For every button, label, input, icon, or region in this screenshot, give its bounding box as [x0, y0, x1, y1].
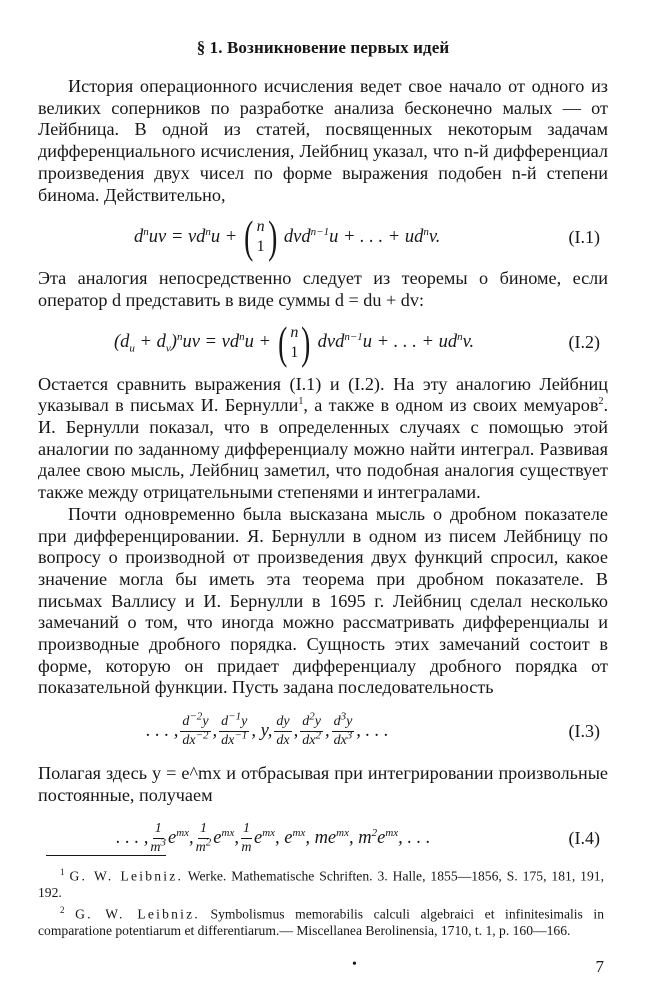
equation-4: . . . , $\frac{1}{m^3}$ $e^{mx}$, $\frac{1}{m^2}$ $e^{mx}$, $\frac{1}{m}$ $e^{mx}$, $e^{mx}$, $me^{mx}$, $m^2e^{mx}$, . . . (I.4) — [116, 821, 600, 856]
page-number: 7 — [595, 957, 604, 976]
equation-1-number: (I.1) — [568, 226, 600, 247]
footnote-separator — [46, 855, 166, 856]
equation-3: . . . , $\frac{d^{-2}y}{dx^{-2}}$ , $\frac{d^{-1}y}{dx^{-1}}$ , y, $\frac{dy}{dx}$ , $\frac{d^2y}{dx^2}$ , $\frac{d^3y}{dx^3}$ , . . . (I.3) — [146, 710, 600, 748]
footnotes — [38, 864, 604, 939]
paragraph-2: Эта аналогия непосредственно следует из теоремы о биноме, если оператор d представить в виде суммы d = du + dv: — [38, 268, 608, 310]
paragraph-3: Остается сравнить выражения (I.1) и (I.2). На эту аналогию Лейбниц указывал в письмах И. Бернулли$^1$, а также в одном из своих мемуаров$^2$. И. Бернулли показал, что в определенных случаях с помощью этой аналогии по заданному дифференциалу можно найти интеграл. Развивая далее свою мысль, Лейбниц заметил, что подобная аналогия существует также между отрицательными степенями и интегралами. — [38, 373, 608, 503]
footnote-1: $^1$ G. W. Leibniz. Werke. Mathematische Schriften. 3. Halle, 1855—1856, S. 175, 181, 191, 192. — [38, 867, 604, 901]
print-mark: • — [352, 957, 357, 972]
equation-3-number: (I.3) — [568, 720, 600, 741]
section-heading: § 1. Возникновение первых идей — [196, 38, 450, 57]
paragraph-4: Почти одновременно была высказана мысль о дробном показателе при дифференцировании. Я. Бернулли в одном из писем Лейбницу по вопросу о производной от произведения двух функций спросил, какое значение могла бы иметь эта теорема при дробном показателе. В письмах Валлису и И. Бернулли в 1695 г. Лейбниц сделал несколько замечаний о том, что иногда можно рассматривать дифференциалы и производные дробного порядка. Сущность этих замечаний состоит в форме, которую он придает дифференциалу дробного порядка от показательной функции. Пусть задана последовательность — [38, 503, 608, 698]
equation-2: $(d_u + d_v)^nuv = vd^nu$ + ( n 1 ) dvd$^{n-1}$u + . . . + $ud^nv$. (I.2) — [114, 316, 600, 368]
paragraph-1: История операционного исчисления ведет свое начало от одного из великих соперников по разработке анализа бесконечно малых — от Лейбница. В одной из статей, посвященных некоторым задачам дифференциального исчисления, Лейбниц указал, что n-й дифференциал произведения двух чисел по форме выражения подобен n-й степени бинома. Действительно, — [38, 76, 608, 205]
paragraph-5: Полагая здесь y = e^mx и отбрасывая при интегрировании произвольные постоянные, получаем — [38, 763, 608, 805]
page-content — [38, 38, 608, 871]
equation-4-number: (I.4) — [568, 828, 600, 849]
equation-2-number: (I.2) — [568, 332, 600, 353]
footnote-2: $^2$ G. W. Leibniz. Symbolismus memorabilis calculi algebraici et infinitesimalis in comparatione potentiarum et differentiarum.— Miscellanea Berolinensia, 1710, t. 1, p. 160—166. — [38, 904, 604, 938]
equation-1: $d^nuv = vd^nu$ + ( n 1 ) dvd$^{n-1}$u + . . . + $ud^nv$. (I.1) — [134, 211, 600, 263]
